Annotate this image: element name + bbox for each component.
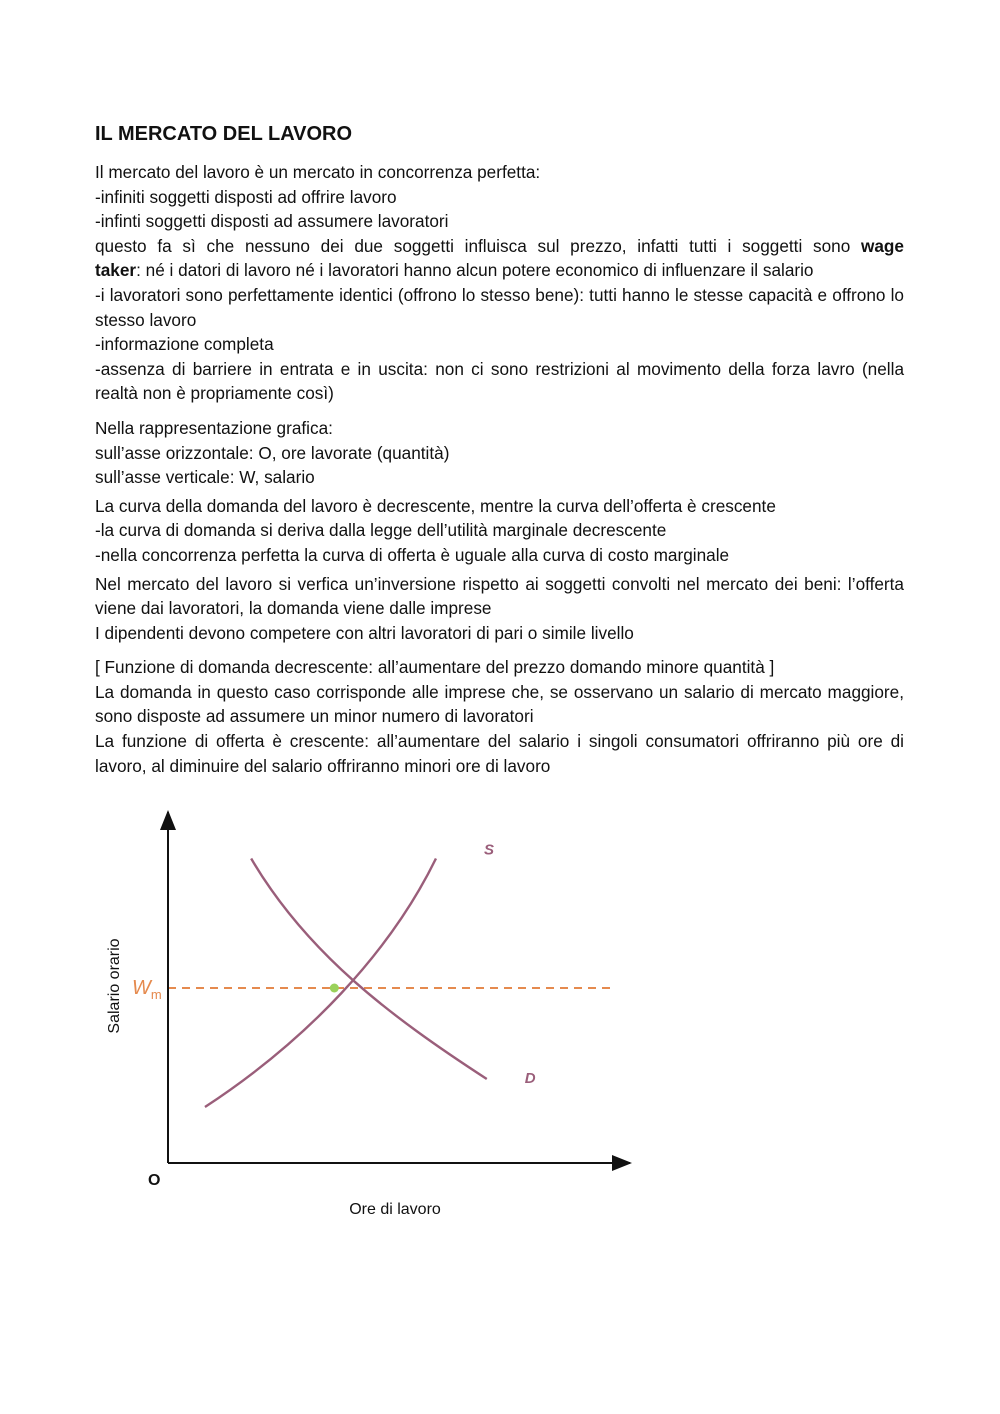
equilibrium-point xyxy=(330,984,339,993)
text-line: -infiniti soggetti disposti ad offrire lavoro xyxy=(95,186,397,207)
text-line: -assenza di barriere in entrata e in uscita: non ci sono restrizioni al movimento della forza lavro (nella realtà non è propriamente così) xyxy=(95,358,904,404)
text-line: La funzione di offerta è crescente: all’aumentare del salario i singoli consumatori offriranno più ore di lavoro, al diminuire del salario offriranno minori ore di lavoro xyxy=(95,731,904,776)
bold-term: taker xyxy=(95,260,137,281)
bold-term: wage xyxy=(861,235,904,256)
text-line: Il mercato del lavoro è un mercato in concorrenza perfetta: xyxy=(95,162,541,182)
paragraph-market-definition xyxy=(95,160,904,406)
paragraph-curves xyxy=(95,494,904,568)
text-line xyxy=(95,258,904,283)
text-line: sull’asse verticale: W, salario xyxy=(95,467,315,488)
text-line: La curva della domanda del lavoro è decrescente, mentre la curva dell’offerta è crescente xyxy=(95,495,776,516)
equilibrium-wage-label xyxy=(132,977,162,1002)
text-fragment: : né i datori di lavoro né i lavoratori hanno alcun potere economico di influenzare il salario xyxy=(136,260,814,281)
text-line: -la curva di domanda si deriva dalla legge dell’utilità marginale decrescente xyxy=(95,520,667,541)
text-line: Nella rappresentazione grafica: xyxy=(95,417,333,438)
text-line: [ Funzione di domanda decrescente: all’aumentare del prezzo domando minore quantità ] xyxy=(95,657,775,678)
wage-symbol: W xyxy=(132,977,151,999)
origin-label: O xyxy=(148,1172,161,1189)
curve-s xyxy=(205,859,436,1108)
paragraph-inversion xyxy=(95,572,904,646)
text-line: La domanda in questo caso corrisponde alle imprese che, se osservano un salario di mercato maggiore, sono disposte ad assumere un minor numero di lavoratori xyxy=(95,681,904,727)
text-line: -informazione completa xyxy=(95,334,274,355)
text-line xyxy=(95,234,904,259)
y-axis-label: Salario orario xyxy=(106,938,123,1034)
document-body xyxy=(95,120,904,788)
curve-label-d: D xyxy=(524,1070,536,1087)
chart-plot-area xyxy=(168,842,612,1108)
text-line: -nella concorrenza perfetta la curva di offerta è uguale alla curva di costo marginale xyxy=(95,544,730,565)
paragraph-functions xyxy=(95,655,904,778)
text-line: -infinti soggetti disposti ad assumere lavoratori xyxy=(95,211,449,232)
paragraph-graphic-representation xyxy=(95,416,904,490)
text-fragment: questo fa sì che nessuno dei due soggetti influisca sul prezzo, infatti tutti i soggetti sono xyxy=(95,235,861,256)
labor-market-chart xyxy=(95,800,655,1230)
text-line: Nel mercato del lavoro si verfica un’inversione rispetto ai soggetti convolti nel mercato dei beni: l’offerta viene dai lavoratori, la domanda viene dalle imprese xyxy=(95,573,904,619)
page-title: IL MERCATO DEL LAVORO xyxy=(95,123,353,145)
chart-svg xyxy=(95,800,655,1230)
x-axis-label: Ore di lavoro xyxy=(349,1201,441,1218)
wage-subscript: m xyxy=(150,987,162,1002)
text-line: I dipendenti devono competere con altri lavoratori di pari o simile livello xyxy=(95,622,634,643)
text-line: sull’asse orizzontale: O, ore lavorate (quantità) xyxy=(95,442,450,463)
text-line: -i lavoratori sono perfettamente identici (offrono lo stesso bene): tutti hanno le stesse capacità e offrono lo stesso lavoro xyxy=(95,284,904,330)
curve-label-s: S xyxy=(483,841,494,859)
